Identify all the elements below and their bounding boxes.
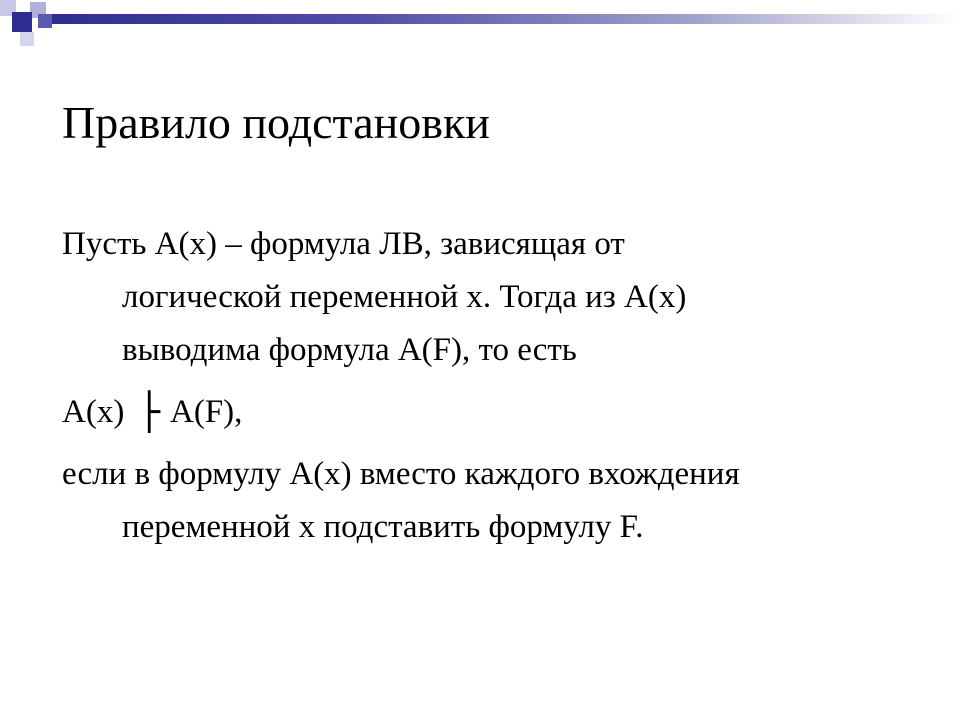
text-line: переменной х подставить формулу F.	[122, 509, 644, 545]
slide-title: Правило подстановки	[62, 97, 490, 148]
text-line: выводима формула А(F), то есть	[122, 332, 577, 368]
decor-square	[12, 12, 32, 32]
paragraph-condition	[62, 448, 922, 554]
turnstile-symbol: ├	[138, 392, 160, 433]
formula-left: А(х)	[62, 394, 125, 430]
header-decoration	[0, 0, 960, 40]
slide-body	[62, 218, 922, 563]
entailment-formula	[62, 386, 922, 439]
text-line: логической переменной х. Тогда из А(х)	[122, 279, 687, 315]
decor-square	[20, 32, 34, 46]
text-line: если в формулу А(х) вместо каждого вхождения	[62, 456, 740, 492]
paragraph-premise	[62, 218, 922, 377]
text-line: Пусть А(х) – формула ЛВ, зависящая от	[62, 226, 625, 262]
formula-right: А(F),	[170, 394, 243, 430]
header-gradient-bar	[52, 14, 960, 24]
decor-square	[38, 14, 52, 28]
